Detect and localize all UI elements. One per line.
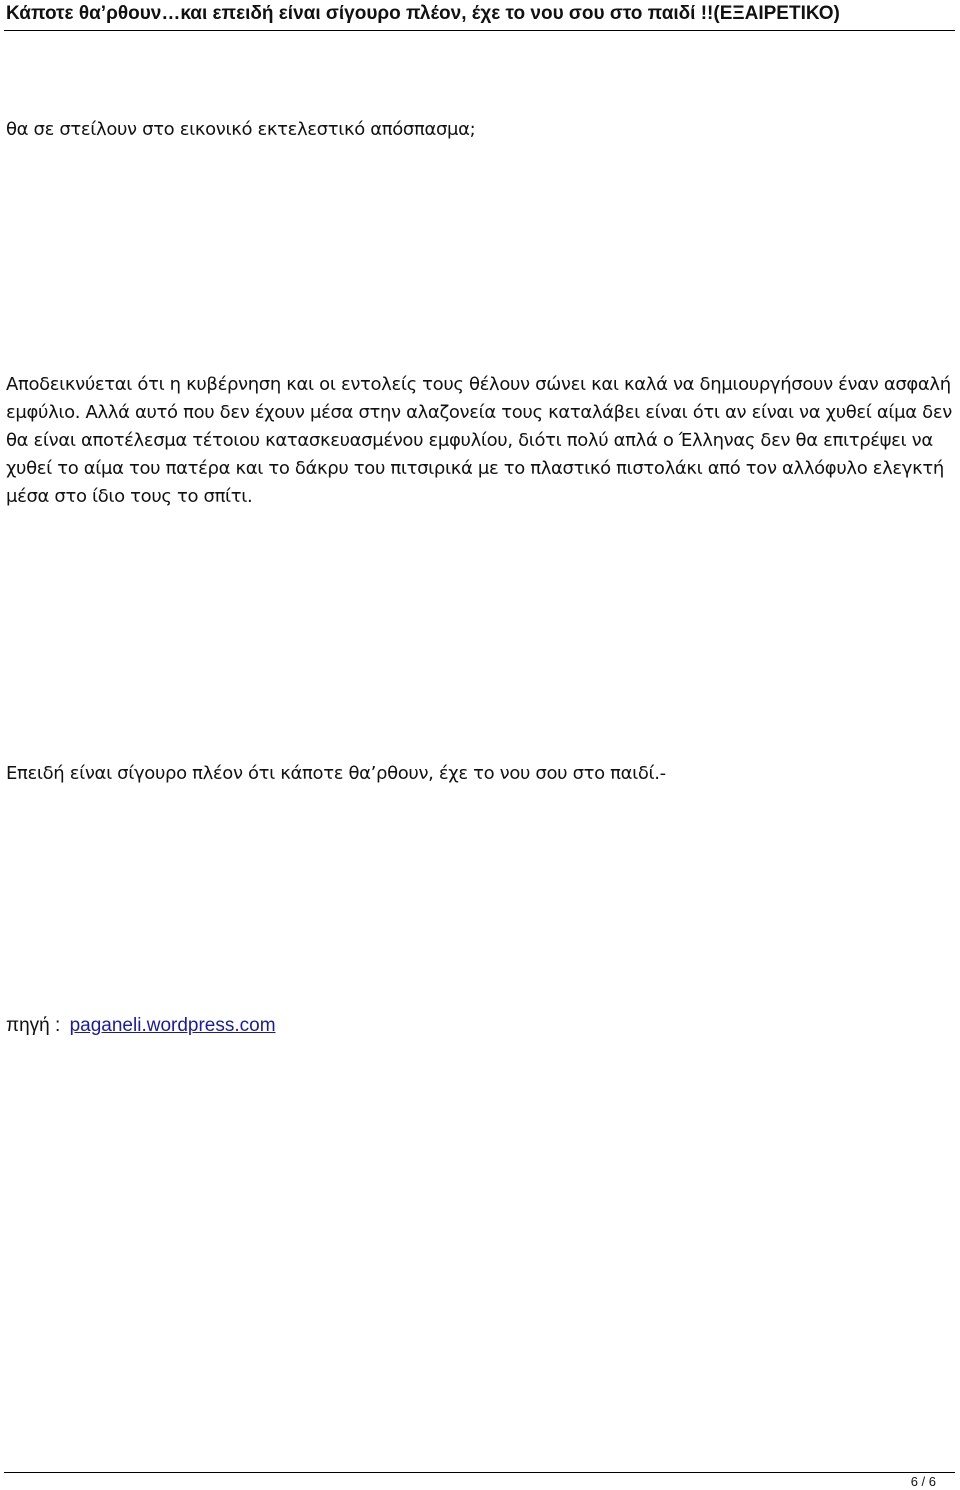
paragraph-question: θα σε στείλουν στο εικονικό εκτελεστικό απόσπασμα; [6,119,476,140]
paragraph-conclusion: Επειδή είναι σίγουρο πλέον ότι κάποτε θα’ρθουν, έχε το νου σου στο παιδί.- [6,763,666,784]
source-link[interactable]: paganeli.wordpress.com [69,1015,276,1036]
header-divider [4,30,955,31]
footer-divider [4,1472,955,1473]
source-credit [6,1012,276,1040]
paragraph-body: Αποδεικνύεται ότι η κυβέρνηση και οι εντολείς τους θέλουν σώνει και καλά να δημιουργήσουν έναν ασφαλή εμφύλιο. Αλλά αυτό που δεν έχουν μέσα στην αλαζονεία τους καταλάβει είναι ότι αν είναι να χυθεί αίμα δεν θα είναι αποτέλεσμα τέτοιου κατασκευασμένου εμφυλίου, διότι πολύ απλά ο Έλληνας δεν θα επιτρέψει να χυθεί το αίμα του πατέρα και το δάκρυ του πιτσιρικά με το πλαστικό πιστολάκι από τον αλλόφυλο ελεγκτή μέσα στο ίδιο τους το σπίτι. [6,374,952,507]
page-title: Κάποτε θα’ρθουν…και επειδή είναι σίγουρο πλέον, έχε το νου σου στο παιδί !!(ΕΞΑΙΡΕΤΙΚΟ) [6,3,840,24]
source-label: πηγή : [6,1015,61,1036]
page-number: 6 / 6 [910,1474,936,1489]
